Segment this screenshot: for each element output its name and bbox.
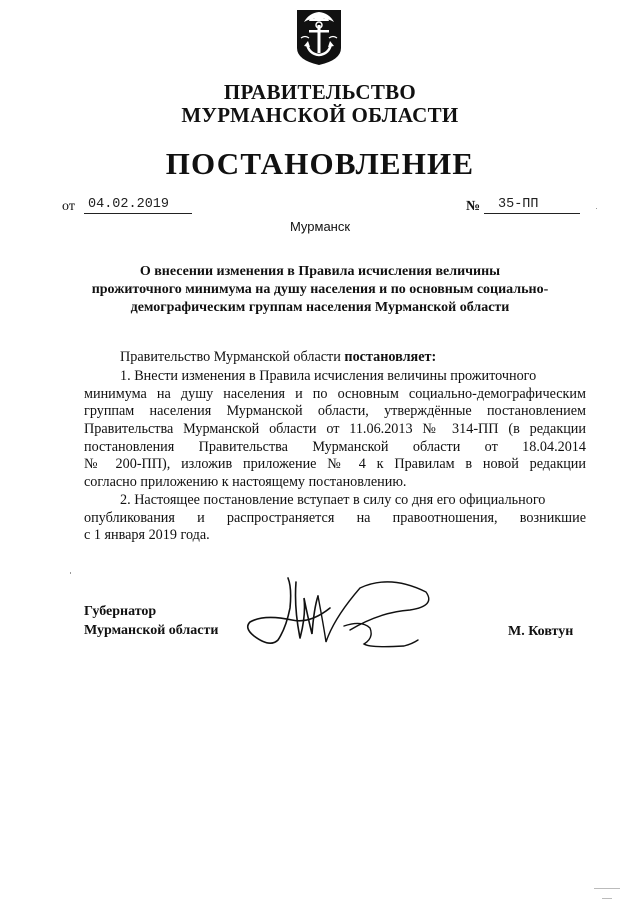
signatory-name: М. Ковтун <box>508 624 574 639</box>
coat-of-arms-icon <box>295 8 343 66</box>
document-type-title: ПОСТАНОВЛЕНИЕ <box>165 146 475 181</box>
organization-name-line1: ПРАВИТЕЛЬСТВО <box>223 80 417 104</box>
paragraph-line: согласно приложению к настоящему постановлению. <box>84 474 407 490</box>
document-number: 35-ПП <box>484 196 580 214</box>
intro-bold: постановляет: <box>344 349 437 365</box>
document-date: 04.02.2019 <box>84 196 192 214</box>
number-prefix: № <box>466 199 481 214</box>
paragraph-line: 2. Настоящее постановление вступает в силу со дня его официального <box>120 492 546 508</box>
city-name: Мурманск <box>289 219 351 234</box>
scan-mark <box>602 898 612 899</box>
subject-line: О внесении изменения в Правила исчисления величины <box>139 264 501 279</box>
paragraph-line: 1. Внести изменения в Правила исчисления величины прожиточного <box>120 368 537 384</box>
handwritten-signature-icon <box>240 568 440 668</box>
paragraph-line: с 1 января 2019 года. <box>84 527 210 543</box>
paragraph-line: группам населения Мурманской области, утверждённые постановлением <box>84 403 586 419</box>
paragraph-line: минимума на душу населения и по основным социально-демографическим <box>84 386 586 402</box>
paragraph-line: № 200-ПП), изложив приложение № 4 к Правилам в новой редакции <box>84 456 586 472</box>
paragraph-line: постановления Правительства Мурманской области от 18.04.2014 <box>84 439 586 455</box>
subject-line: демографическим группам населения Мурманской области <box>130 300 510 315</box>
paragraph-line: Правительства Мурманской области от 11.06.2013 № 314-ПП (в редакции <box>84 421 586 437</box>
signatory-title-line2: Мурманской области <box>84 623 219 638</box>
organization-name-line2: МУРМАНСКОЙ ОБЛАСТИ <box>181 103 459 127</box>
scan-mark <box>594 888 620 889</box>
subject-line: прожиточного минимума на душу населения и по основным социально- <box>91 282 549 297</box>
signatory-title-line1: Губернатор <box>84 604 157 619</box>
date-prefix: от <box>62 199 75 214</box>
scan-speck <box>596 208 597 209</box>
intro-text: Правительство Мурманской области <box>120 349 345 365</box>
scan-speck <box>70 572 71 574</box>
paragraph-line: опубликования и распространяется на правоотношения, возникшие <box>84 510 586 526</box>
intro-line <box>120 349 436 366</box>
